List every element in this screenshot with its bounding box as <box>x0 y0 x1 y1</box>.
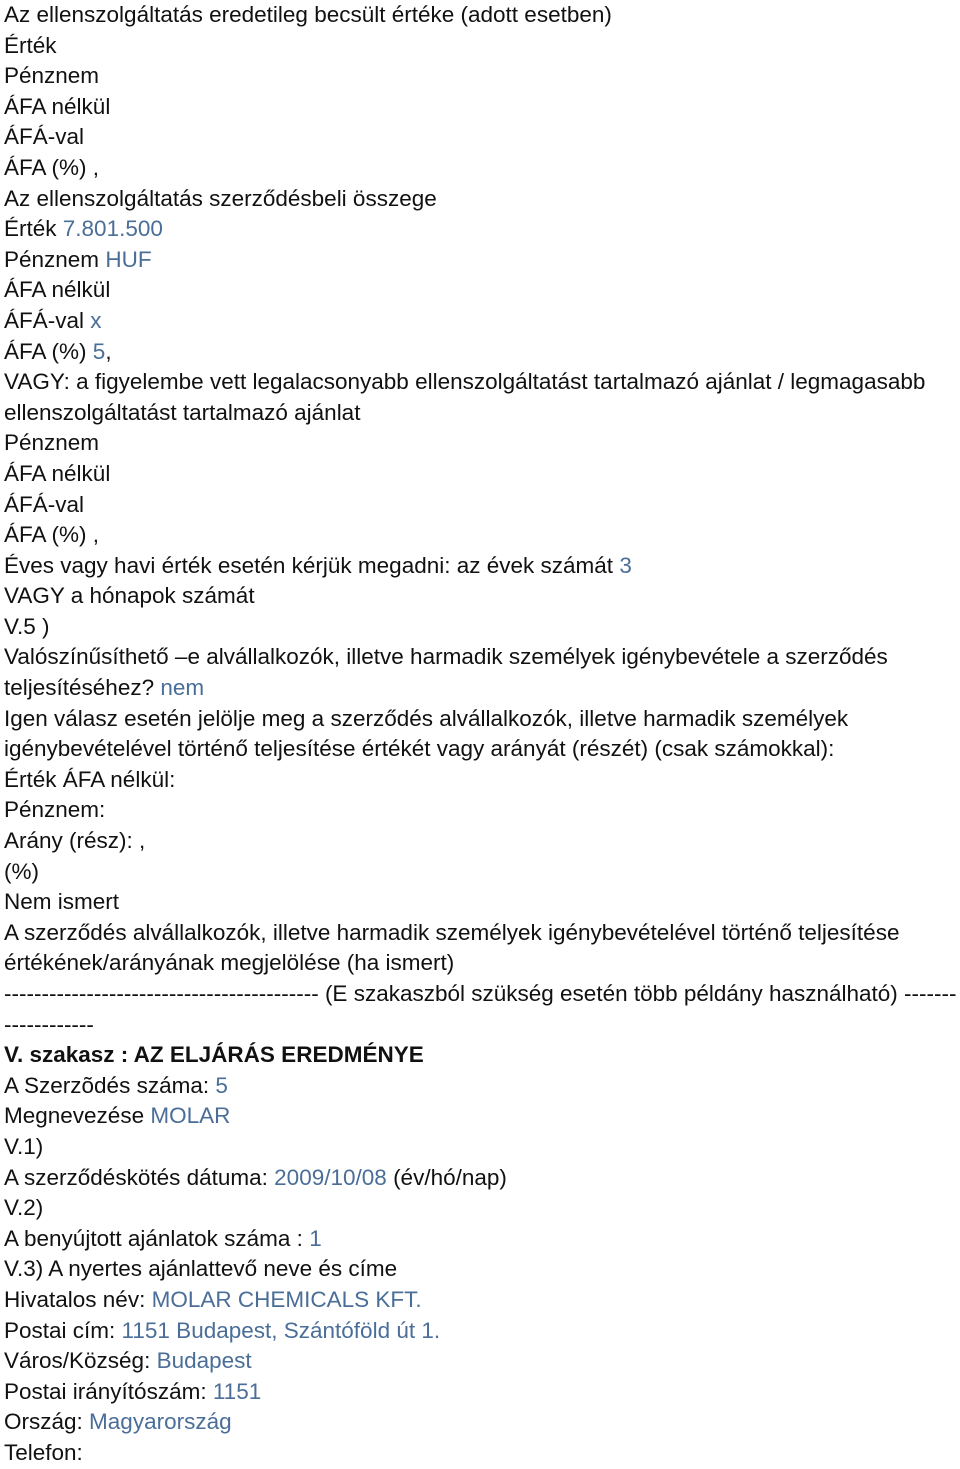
section-separator: ------------------------------------------ (E szakaszból szükség esetén több példány használható) ------------------- <box>4 981 957 1037</box>
contract-date-value: 2009/10/08 <box>274 1164 387 1190</box>
contract-currency-value: HUF <box>105 246 152 272</box>
city-row <box>4 1346 960 1377</box>
subcontract-value-label: Érték ÁFA nélkül: <box>4 766 176 792</box>
section-title: V. szakasz : AZ ELJÁRÁS EREDMÉNYE <box>4 1042 424 1068</box>
subcontract-description: A szerződés alvállalkozók, illetve harmadik személyek igénybevételével történő teljesítése értékének/arányának megjelölése (ha ismert) <box>4 919 900 976</box>
contract-vat-percent-row <box>4 337 960 368</box>
subcontract-currency-label: Pénznem: <box>4 797 106 823</box>
official-name-row <box>4 1285 960 1316</box>
country-label: Ország: <box>4 1409 83 1435</box>
offers-count-row <box>4 1224 960 1255</box>
contract-name-label: Megnevezése <box>4 1103 145 1129</box>
contract-name-row <box>4 1101 960 1132</box>
contract-currency-label: Pénznem <box>4 246 100 272</box>
country-value: Magyarország <box>89 1409 232 1435</box>
contract-vat-excluded-label: ÁFA nélkül <box>4 277 111 303</box>
contract-number-value: 5 <box>215 1072 228 1098</box>
city-value: Budapest <box>156 1348 252 1374</box>
country-row <box>4 1407 960 1438</box>
subcontractor-question: Valószínűsíthető –e alvállalkozók, illetve harmadik személyek igénybevétele a szerződés teljesítéséhez? <box>4 644 888 701</box>
contract-number-row <box>4 1071 960 1102</box>
contract-date-label: A szerződéskötés dátuma: <box>4 1164 268 1190</box>
years-label: Éves vagy havi érték esetén kérjük megadni: az évek számát <box>4 552 614 578</box>
vat-included-label: ÁFÁ-val <box>4 124 85 150</box>
contract-date-format: (év/hó/nap) <box>393 1164 507 1190</box>
contract-vat-included-row <box>4 306 960 337</box>
zip-row <box>4 1377 960 1408</box>
v1-heading: V.1) <box>4 1133 44 1159</box>
contract-value-label: Érték <box>4 216 57 242</box>
value-label: Érték <box>4 32 57 58</box>
contract-vat-percent-suffix: , <box>105 338 112 364</box>
contract-name-value: MOLAR <box>150 1103 231 1129</box>
subcontractor-question-row <box>4 642 958 703</box>
offer-vat-excluded-label: ÁFA nélkül <box>4 460 111 486</box>
offer-currency-label: Pénznem <box>4 430 100 456</box>
currency-label: Pénznem <box>4 63 100 89</box>
contract-currency-row <box>4 245 960 276</box>
v2-heading: V.2) <box>4 1195 44 1221</box>
offer-vat-included-label: ÁFÁ-val <box>4 491 85 517</box>
city-label: Város/Község: <box>4 1348 151 1374</box>
contract-date-row <box>4 1163 960 1194</box>
zip-value: 1151 <box>212 1378 262 1404</box>
v3-heading: V.3) A nyertes ajánlattevő neve és címe <box>4 1256 398 1282</box>
postal-address-value: 1151 Budapest, Szántóföld út 1. <box>121 1317 441 1343</box>
vat-excluded-label: ÁFA nélkül <box>4 93 111 119</box>
official-name-value: MOLAR CHEMICALS KFT. <box>151 1286 422 1312</box>
contract-vat-percent-value: 5 <box>92 338 106 364</box>
phone-label: Telefon: <box>4 1439 83 1465</box>
estimated-value-heading: Az ellenszolgáltatás eredetileg becsült értéke (adott esetben) <box>4 2 612 27</box>
official-name-label: Hivatalos név: <box>4 1286 146 1312</box>
contract-value: 7.801.500 <box>62 216 163 242</box>
lowest-highest-offer-heading: VAGY: a figyelembe vett legalacsonyabb ellenszolgáltatást tartalmazó ajánlat / legmagasabb ellenszolgáltatást tartalmazó ajánlat <box>4 369 926 425</box>
offer-vat-percent-label: ÁFA (%) , <box>4 522 100 548</box>
not-known-label: Nem ismert <box>4 889 120 915</box>
contract-vat-included-mark: x <box>90 307 102 333</box>
subcontract-ratio-label: Arány (rész): , <box>4 828 146 854</box>
subcontractor-answer: nem <box>160 675 205 701</box>
offers-count-value: 1 <box>309 1225 322 1251</box>
months-label: VAGY a hónapok számát <box>4 583 255 609</box>
postal-address-label: Postai cím: <box>4 1317 116 1343</box>
postal-address-row <box>4 1316 960 1347</box>
offers-count-label: A benyújtott ajánlatok száma : <box>4 1225 303 1251</box>
vat-percent-label: ÁFA (%) , <box>4 154 100 180</box>
years-row <box>4 551 960 582</box>
contract-vat-percent-label: ÁFA (%) <box>4 338 87 364</box>
v5-heading: V.5 ) <box>4 613 50 639</box>
subcontract-percent-label: (%) <box>4 858 39 884</box>
contract-number-label: A Szerzõdés száma: <box>4 1072 210 1098</box>
years-value: 3 <box>619 552 632 578</box>
zip-label: Postai irányítószám: <box>4 1378 207 1404</box>
subcontractor-instruction: Igen válasz esetén jelölje meg a szerződés alvállalkozók, illetve harmadik személyek igénybevételével történő teljesítése értékét vagy arányát (részét) (csak számokkal): <box>4 705 849 762</box>
contract-vat-included-label: ÁFÁ-val <box>4 307 85 333</box>
contract-amount-heading: Az ellenszolgáltatás szerződésbeli összege <box>4 185 437 211</box>
contract-value-row <box>4 214 960 245</box>
